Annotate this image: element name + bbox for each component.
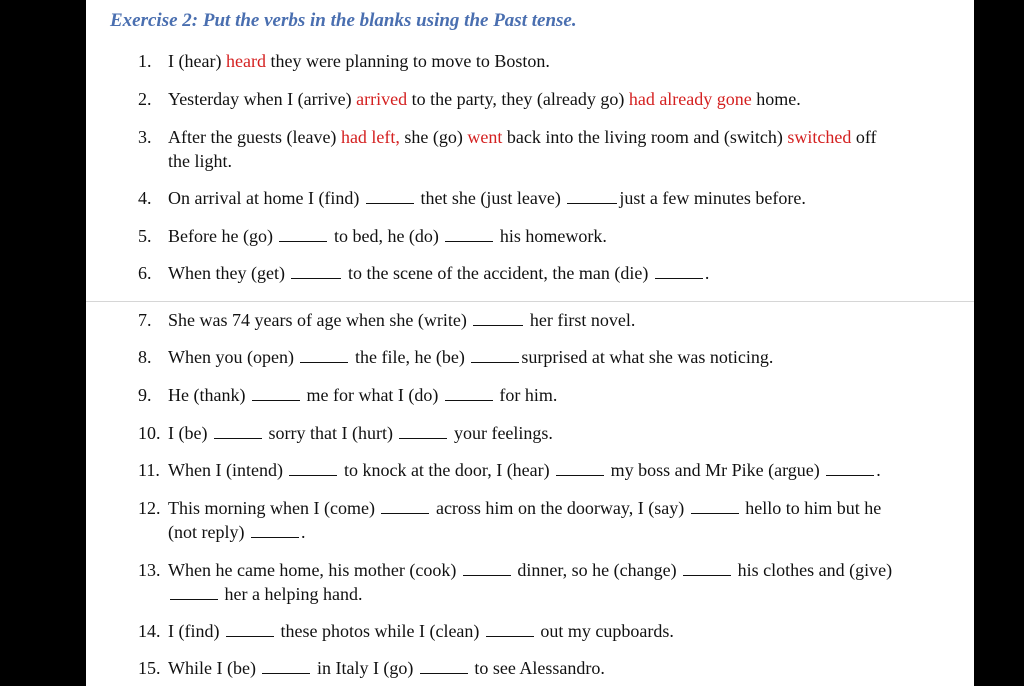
answer-blank[interactable] — [567, 188, 617, 204]
document-page — [86, 0, 974, 686]
exercise-item-11: 11. When I (intend) to knock at the door, I (hear) my boss and Mr Pike (argue) . — [138, 460, 881, 480]
exercise-item-2: 2. Yesterday when I (arrive) arrived to the party, they (already go) had already gone home. — [138, 89, 801, 109]
answer-blank[interactable] — [445, 226, 493, 242]
exercise-item-15: 15. While I (be) in Italy I (go) to see Alessandro. — [138, 658, 605, 678]
answer-blank[interactable] — [445, 385, 493, 401]
item-number: 7. — [138, 310, 152, 330]
answer-text: arrived — [356, 89, 408, 109]
exercise-item-8: 8. When you (open) the file, he (be) surprised at what she was noticing. — [138, 347, 774, 367]
item-number: 1. — [138, 51, 152, 71]
answer-text: switched — [787, 127, 852, 147]
item-number: 3. — [138, 127, 152, 147]
answer-blank[interactable] — [291, 263, 341, 279]
item-number: 13. — [138, 560, 161, 580]
exercise-item-12: 12. This morning when I (come) across him on the doorway, I (say) hello to him but he (not reply) . — [138, 498, 882, 542]
answer-blank[interactable] — [473, 310, 523, 326]
item-number: 12. — [138, 498, 161, 518]
answer-blank[interactable] — [463, 560, 511, 576]
item-number: 10. — [138, 423, 161, 443]
item-number: 6. — [138, 263, 152, 283]
answer-blank[interactable] — [226, 621, 274, 637]
item-number: 5. — [138, 226, 152, 246]
answer-text: had already gone — [628, 89, 752, 109]
exercise-item-9: 9. He (thank) me for what I (do) for him. — [138, 385, 558, 405]
answer-blank[interactable] — [262, 658, 310, 674]
answer-blank[interactable] — [381, 498, 429, 514]
answer-blank[interactable] — [252, 385, 300, 401]
item-number: 9. — [138, 385, 152, 405]
answer-blank[interactable] — [655, 263, 703, 279]
answer-blank[interactable] — [691, 498, 739, 514]
answer-blank[interactable] — [420, 658, 468, 674]
answer-text: went — [467, 127, 503, 147]
item-number: 15. — [138, 658, 161, 678]
exercise-item-4: 4. On arrival at home I (find) thet she (just leave) just a few minutes before. — [138, 188, 806, 208]
answer-blank[interactable] — [279, 226, 327, 242]
answer-blank[interactable] — [826, 460, 874, 476]
exercise-item-6: 6. When they (get) to the scene of the accident, the man (die) . — [138, 263, 710, 283]
exercise-item-3: 3. After the guests (leave) had left, she (go) went back into the living room and (switch) switched off the light. — [138, 127, 877, 171]
answer-blank[interactable] — [683, 560, 731, 576]
exercise-item-10: 10. I (be) sorry that I (hurt) your feelings. — [138, 423, 553, 443]
item-number: 2. — [138, 89, 152, 109]
exercise-heading: Exercise 2: Put the verbs in the blanks using the Past tense. — [110, 10, 577, 31]
answer-blank[interactable] — [486, 621, 534, 637]
item-number: 14. — [138, 621, 161, 641]
exercise-item-13: 13. When he came home, his mother (cook) dinner, so he (change) his clothes and (give) her a helping hand. — [138, 560, 893, 604]
exercise-item-14: 14. I (find) these photos while I (clean) out my cupboards. — [138, 621, 674, 641]
answer-blank[interactable] — [471, 347, 519, 363]
exercise-item-7: 7. She was 74 years of age when she (write) her first novel. — [138, 310, 636, 330]
exercise-item-5: 5. Before he (go) to bed, he (do) his homework. — [138, 226, 607, 246]
answer-blank[interactable] — [366, 188, 414, 204]
answer-blank[interactable] — [214, 423, 262, 439]
item-number: 4. — [138, 188, 152, 208]
item-number: 8. — [138, 347, 152, 367]
answer-text: had left, — [340, 127, 400, 147]
answer-blank[interactable] — [289, 460, 337, 476]
page-break-divider — [86, 301, 974, 302]
exercise-item-1: 1. I (hear) heard they were planning to move to Boston. — [138, 51, 550, 71]
answer-text: heard — [225, 51, 266, 71]
answer-blank[interactable] — [300, 347, 348, 363]
answer-blank[interactable] — [399, 423, 447, 439]
answer-blank[interactable] — [556, 460, 604, 476]
answer-blank[interactable] — [251, 522, 299, 538]
answer-blank[interactable] — [170, 584, 218, 600]
item-number: 11. — [138, 460, 160, 480]
